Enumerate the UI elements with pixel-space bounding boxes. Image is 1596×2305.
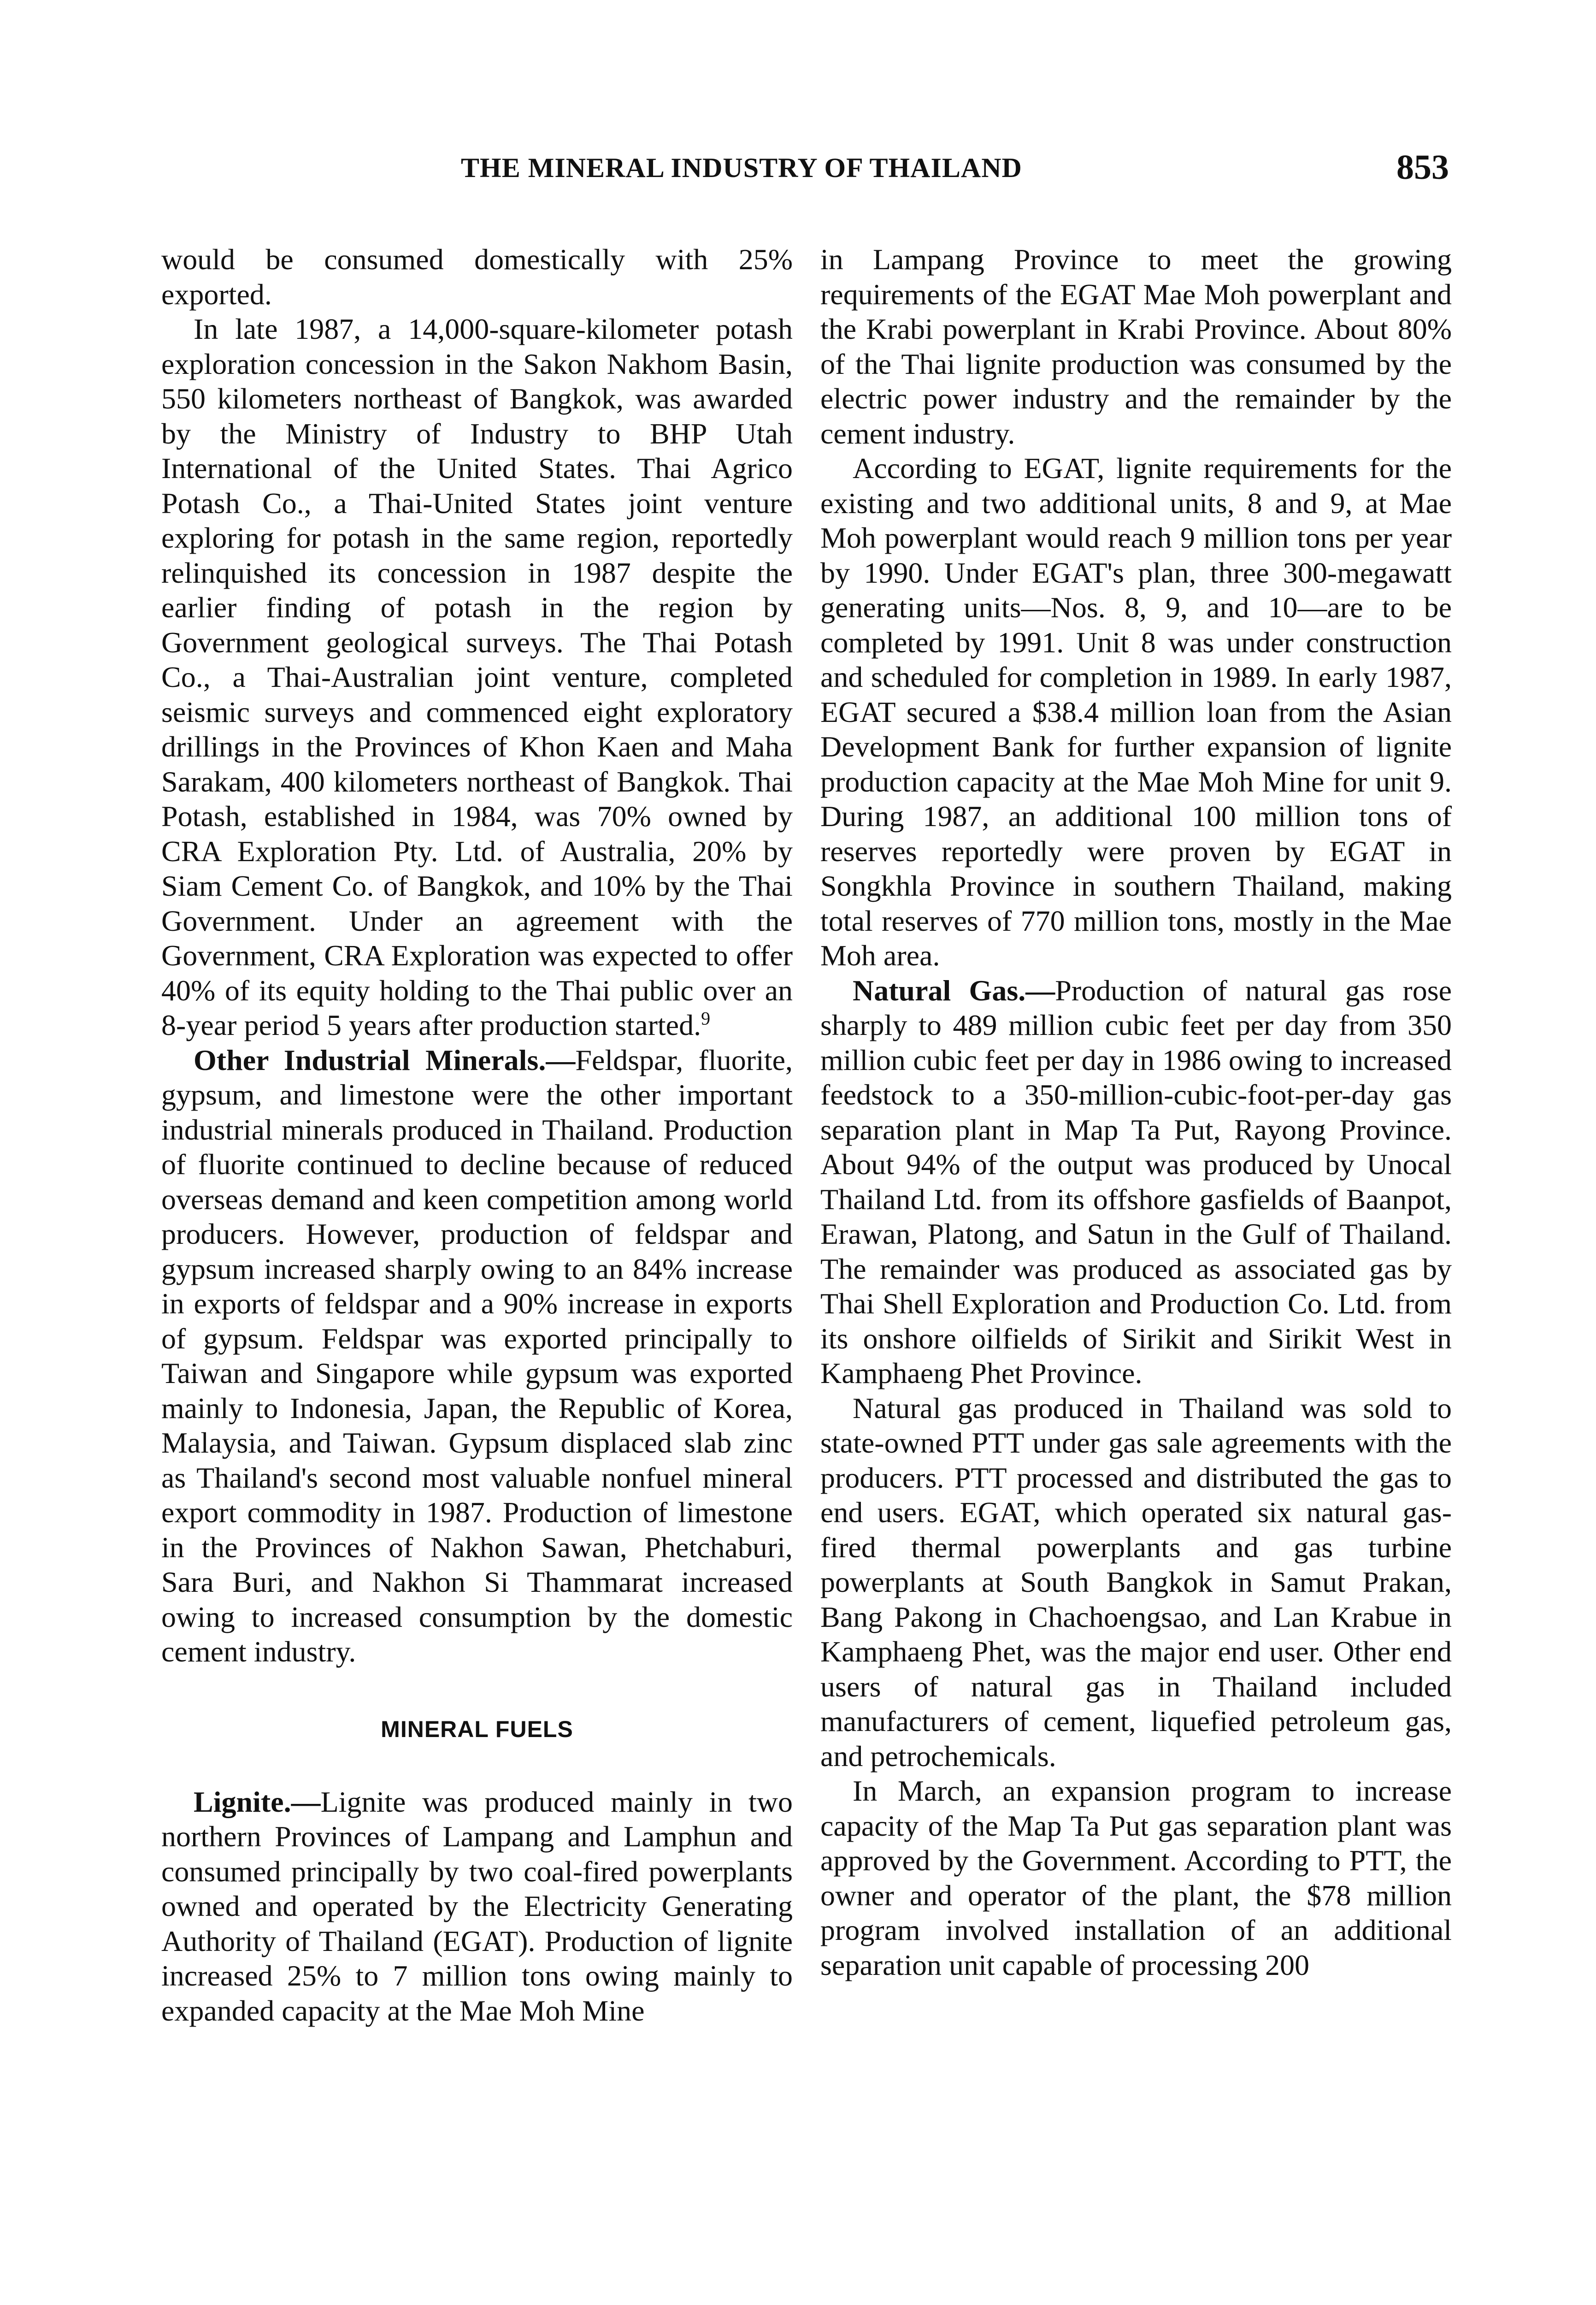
paragraph: [820, 973, 1452, 1391]
running-title: THE MINERAL INDUSTRY OF THAILAND: [461, 153, 1022, 183]
run-in-heading: Other Industrial Minerals.—: [194, 1043, 576, 1076]
paragraph: [161, 1043, 793, 1669]
paragraph: [161, 242, 793, 312]
run-in-heading: Lignite.—: [194, 1785, 321, 1818]
paragraph: [161, 1785, 793, 2028]
paragraph-text: Feldspar, fluorite, gypsum, and limestone were the other important industrial minerals produced in Thailand. Production of fluorite continued to decline because of reduced overseas demand and keen competition among world producers. However, production of feldspar and gypsum increased sharply owing to an 84% increase in exports of feldspar and a 90% increase in exports of gypsum. Feldspar was exported principally to Taiwan and Singapore while gypsum was exported mainly to Indonesia, Japan, the Republic of Korea, Malaysia, and Taiwan. Gypsum displaced slab zinc as Thailand's second most valuable nonfuel mineral export commodity in 1987. Production of limestone in the Provinces of Nakhon Sawan, Phetchaburi, Sara Buri, and Nakhon Si Thammarat increased owing to increased consumption by the domestic cement industry.: [161, 1043, 793, 1668]
paragraph: [820, 451, 1452, 973]
paragraph-text: would be consumed domestically with 25% exported.: [161, 243, 793, 311]
paragraph-text: Production of natural gas rose sharply to 489 million cubic feet per day from 350 million cubic feet per day in 1986 owing to increased feedstock to a 350-million-cubic-foot-per-day gas separation plant in Map Ta Put, Rayong Province. About 94% of the output was produced by Unocal Thailand Ltd. from its offshore gasfields of Baanpot, Erawan, Platong, and Satun in the Gulf of Thailand. The remainder was produced as associated gas by Thai Shell Exploration and Production Co. Ltd. from its onshore oilfields of Sirikit and Sirikit West in Kamphaeng Phet Province.: [820, 974, 1452, 1389]
paragraph: [820, 1391, 1452, 1774]
paragraph-text: According to EGAT, lignite requirements for the existing and two additional units, 8 and 9, at Mae Moh powerplant would reach 9 million tons per year by 1990. Under EGAT's plan, three 300-megawatt generating units—Nos. 8, 9, and 10—are to be completed by 1991. Unit 8 was under construction and scheduled for completion in 1989. In early 1987, EGAT secured a $38.4 million loan from the Asian Development Bank for further expansion of lignite production capacity at the Mae Moh Mine for unit 9. During 1987, an additional 100 million tons of reserves reportedly were proven by EGAT in Songkhla Province in southern Thailand, making total reserves of 770 million tons, mostly in the Mae Moh area.: [820, 452, 1452, 972]
paragraph-text: In March, an expansion program to increase capacity of the Map Ta Put gas separation plant was approved by the Government. According to PTT, the owner and operator of the plant, the $78 million program involved installation of an additional separation unit capable of processing 200: [820, 1774, 1452, 1981]
page-number: 853: [1396, 148, 1449, 187]
section-heading: MINERAL FUELS: [381, 1716, 573, 1742]
paragraph: [161, 312, 793, 1043]
paragraph: [820, 1773, 1452, 1982]
paragraph-text: Lignite was produced mainly in two northern Provinces of Lampang and Lamphun and consumed principally by two coal-fired powerplants owned and operated by the Electricity Generating Authority of Thailand (EGAT). Production of lignite increased 25% to 7 million tons owing mainly to expanded capacity at the Mae Moh Mine: [161, 1785, 793, 2027]
footnote-marker: 9: [701, 1008, 711, 1029]
paragraph: [820, 242, 1452, 451]
right-column: [820, 242, 1452, 1982]
paragraph-text: In late 1987, a 14,000-square-kilometer potash exploration concession in the Sakon Nakhom Basin, 550 kilometers northeast of Bangkok, was awarded by the Ministry of Industry to BHP Utah International of the United States. Thai Agrico Potash Co., a Thai-United States joint venture exploring for potash in the same region, reportedly relinquished its concession in 1987 despite the earlier finding of potash in the region by Government geological surveys. The Thai Potash Co., a Thai-Australian joint venture, completed seismic surveys and commenced eight exploratory drillings in the Provinces of Khon Kaen and Maha Sarakam, 400 kilometers northeast of Bangkok. Thai Potash, established in 1984, was 70% owned by CRA Exploration Pty. Ltd. of Australia, 20% by Siam Cement Co. of Bangkok, and 10% by the Thai Government. Under an agreement with the Government, CRA Exploration was expected to offer 40% of its equity holding to the Thai public over an 8-year period 5 years after production started.: [161, 313, 793, 1041]
paragraph-text: in Lampang Province to meet the growing requirements of the EGAT Mae Moh powerplant and the Krabi powerplant in Krabi Province. About 80% of the Thai lignite production was consumed by the electric power industry and the remainder by the cement industry.: [820, 243, 1452, 450]
paragraph-text: Natural gas produced in Thailand was sold to state-owned PTT under gas sale agreements with the producers. PTT processed and distributed the gas to end users. EGAT, which operated six natural gas-fired thermal powerplants and gas turbine powerplants at South Bangkok in Samut Prakan, Bang Pakong in Chachoengsao, and Lan Krabue in Kamphaeng Phet, was the major end user. Other end users of natural gas in Thailand included manufacturers of cement, liquefied petroleum gas, and petrochemicals.: [820, 1391, 1452, 1773]
left-column: [161, 242, 793, 2028]
run-in-heading: Natural Gas.—: [853, 974, 1055, 1007]
